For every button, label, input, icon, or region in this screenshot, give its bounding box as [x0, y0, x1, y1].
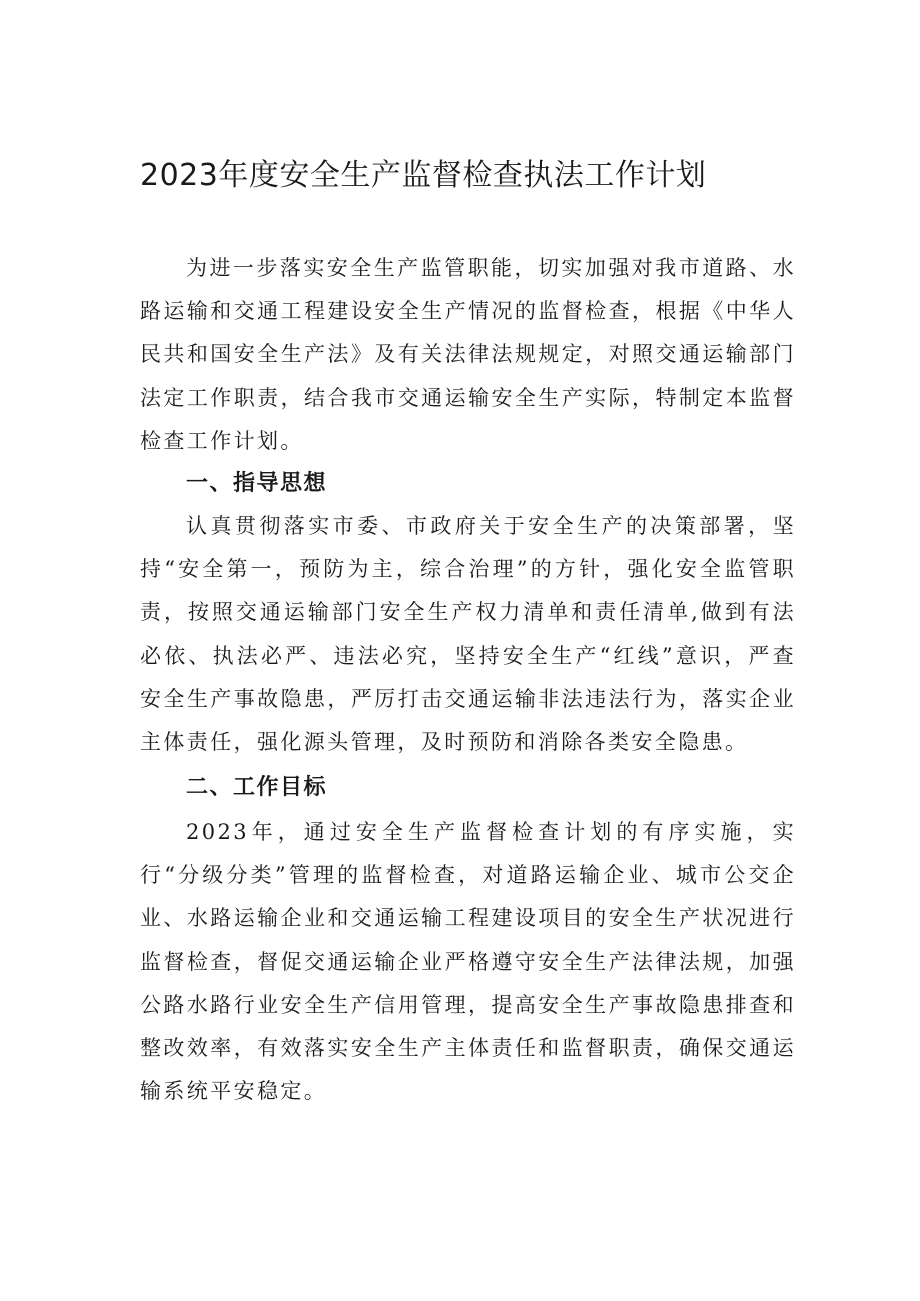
section-body-guiding-ideology: 认真贯彻落实市委、市政府关于安全生产的决策部署，坚持“安全第一，预防为主，综合治理”的方针，强化安全监管职责，按照交通运输部门安全生产权力清单和责任清单,做到有法必依、执法必严、违法必究，坚持安全生产“红线”意识，严查安全生产事故隐患，严厉打击交通运输非法违法行为，落实企业主体责任，强化源头管理，及时预防和消除各类安全隐患。 — [140, 514, 796, 755]
document-title: 2023年度安全生产监督检查执法工作计划 — [140, 158, 707, 193]
section-heading-guiding-ideology: 一、指导思想 — [186, 471, 328, 496]
intro-paragraph: 为进一步落实安全生产监管职能，切实加强对我市道路、水路运输和交通工程建设安全生产情况的监督检查，根据《中华人民共和国安全生产法》及有关法律法规规定，对照交通运输部门法定工作职责，结合我市交通运输安全生产实际，特制定本监督检查工作计划。 — [140, 256, 796, 453]
section-heading-work-goals: 二、工作目标 — [186, 775, 328, 800]
section-body-work-goals: 2023年，通过安全生产监督检查计划的有序实施，实行“分级分类”管理的监督检查，对道路运输企业、城市公交企业、水路运输企业和交通运输工程建设项目的安全生产状况进行监督检查，督促交通运输企业严格遵守安全生产法律法规，加强公路水路行业安全生产信用管理，提高安全生产事故隐患排查和整改效率，有效落实安全生产主体责任和监督职责，确保交通运输系统平安稳定。 — [140, 820, 796, 1104]
